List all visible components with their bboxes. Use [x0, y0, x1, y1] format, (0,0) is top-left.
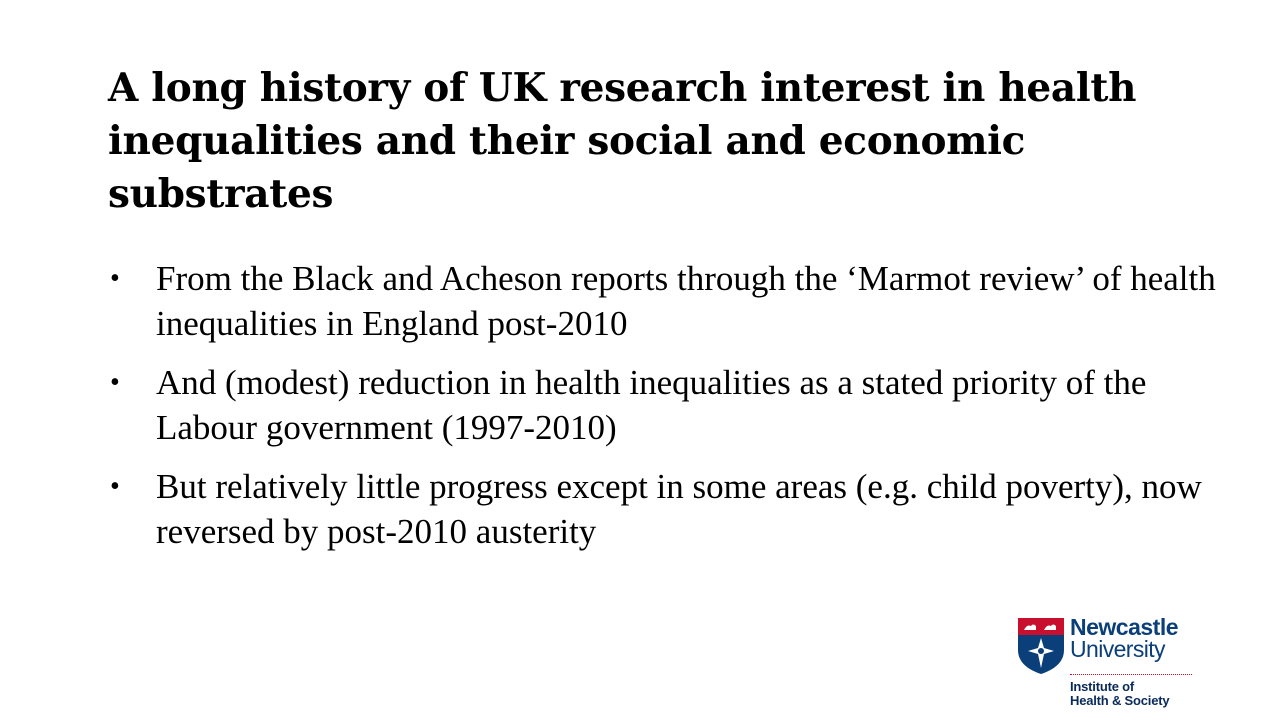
logo-institute-line2: Health & Society	[1070, 693, 1170, 708]
bullet-text: From the Black and Acheson reports through the ‘Marmot review’ of health inequalities in England post-2010	[156, 259, 1216, 343]
logo-divider	[1070, 674, 1192, 675]
slide-title: A long history of UK research interest in health inequalities and their social and economic substrates	[108, 65, 1137, 217]
logo-wordmark	[1070, 616, 1178, 660]
logo-name-line1: Newcastle	[1070, 614, 1179, 640]
newcastle-university-logo	[1018, 614, 1204, 710]
bullet-marker: •	[110, 367, 120, 398]
university-crest-icon	[1018, 618, 1064, 674]
bullet-item	[108, 360, 1238, 450]
bullet-list	[108, 256, 1238, 568]
bullet-marker: •	[110, 471, 120, 502]
bullet-item	[108, 464, 1238, 554]
bullet-item	[108, 256, 1238, 346]
bullet-marker: •	[110, 263, 120, 294]
logo-institute	[1070, 680, 1169, 708]
bullet-text: But relatively little progress except in some areas (e.g. child poverty), now reversed by post-2010 austerity	[156, 467, 1202, 551]
bullet-text: And (modest) reduction in health inequalities as a stated priority of the Labour government (1997-2010)	[156, 363, 1147, 447]
logo-name-line2: University	[1070, 636, 1165, 662]
logo-institute-line1: Institute of	[1070, 679, 1135, 694]
